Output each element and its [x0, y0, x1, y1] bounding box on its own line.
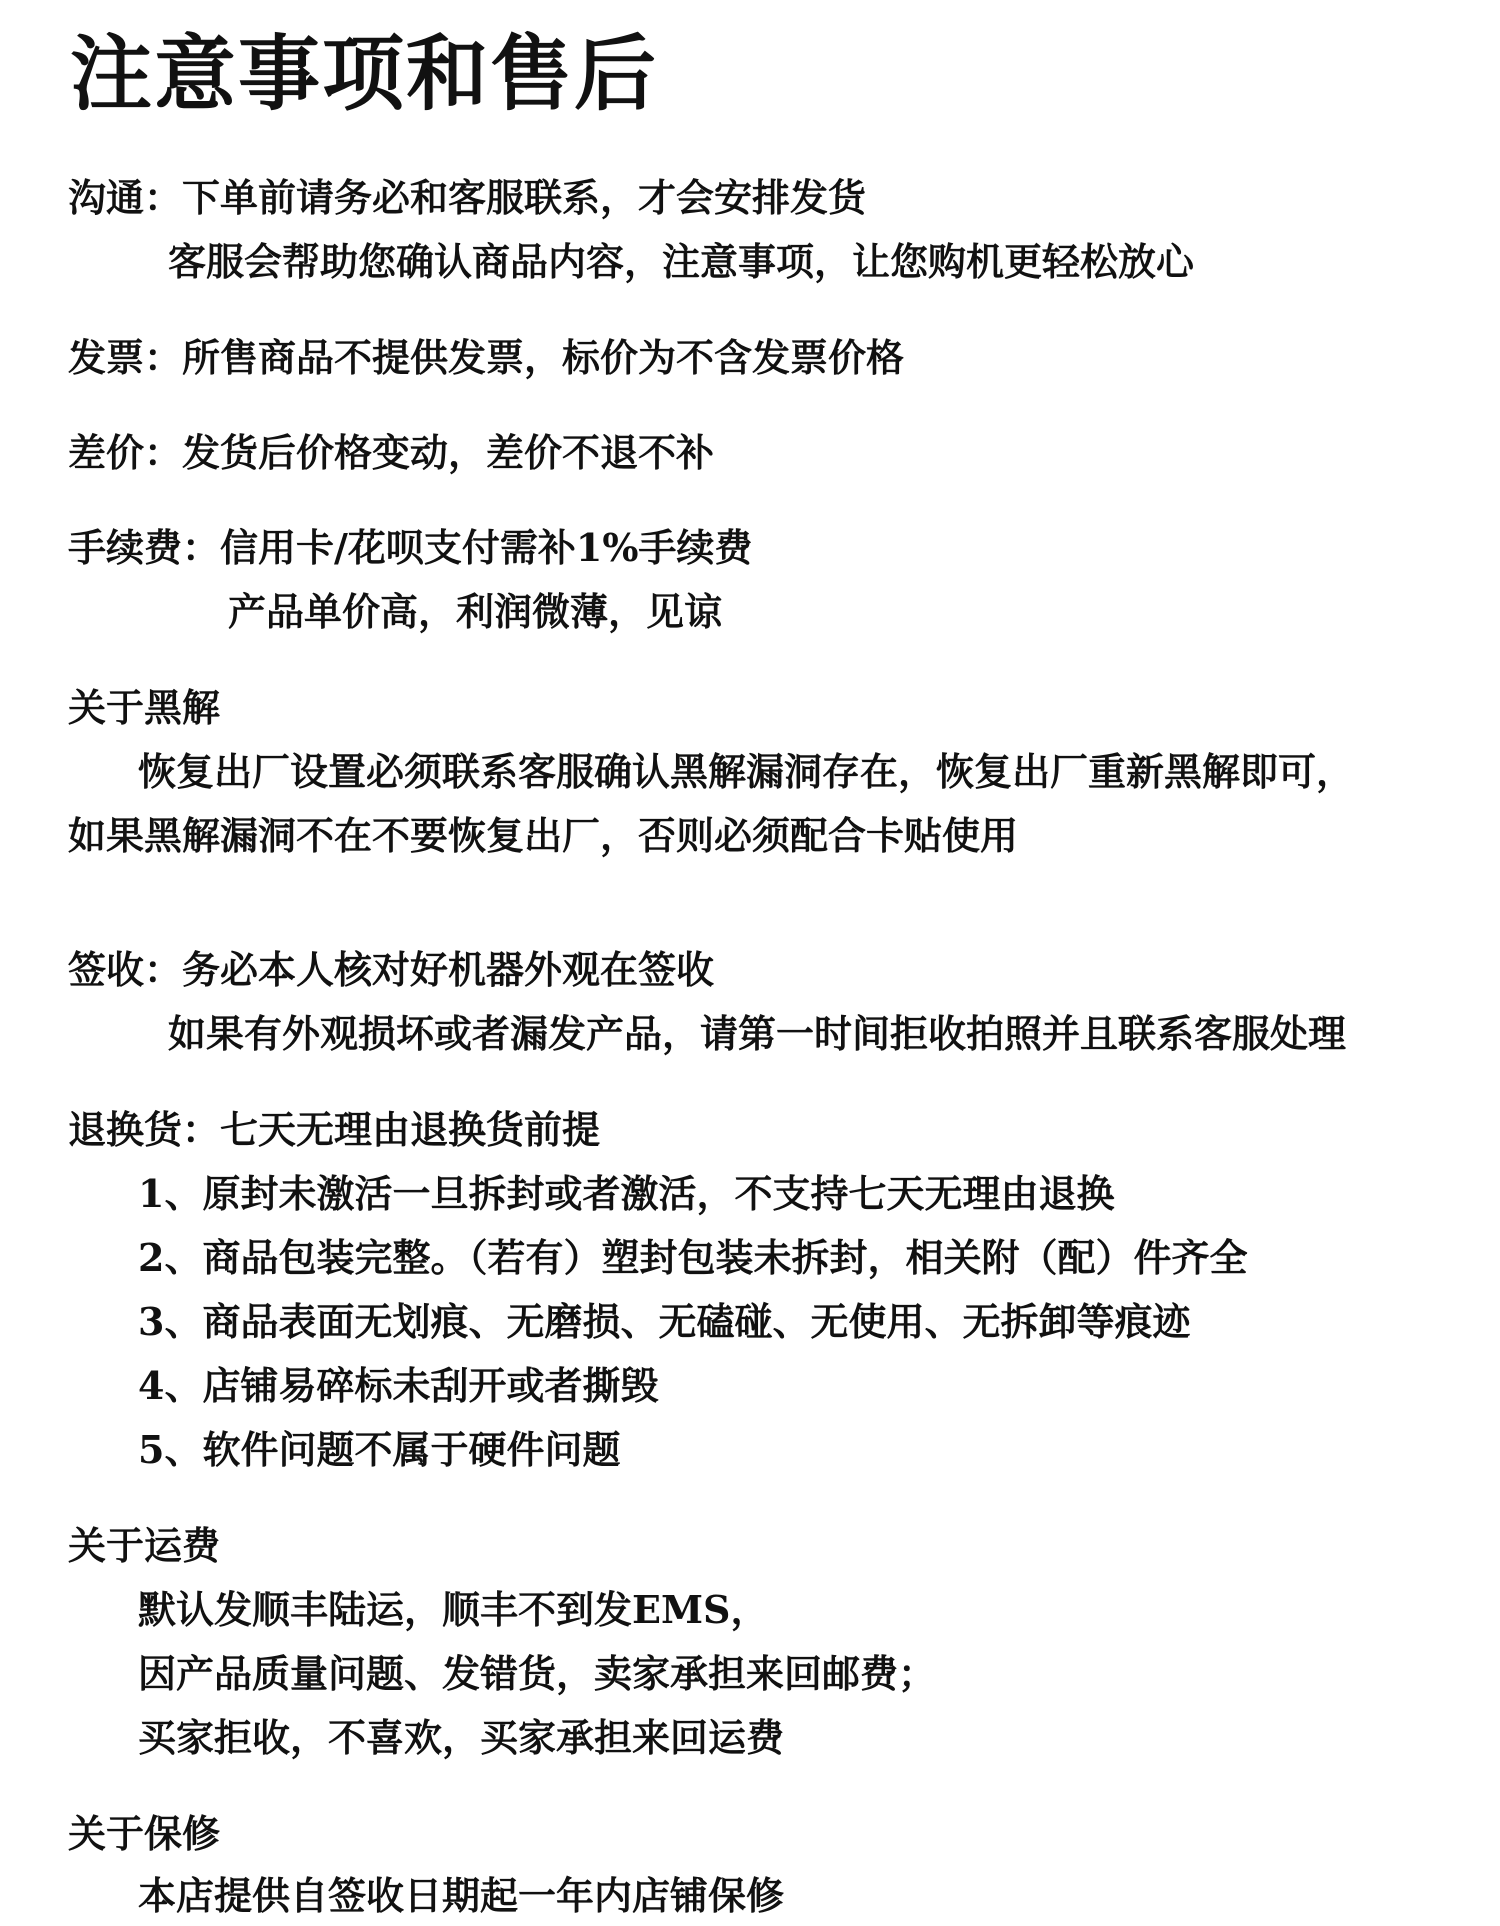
invoice-line: 发票：所售商品不提供发票，标价为不含发票价格 — [68, 335, 905, 380]
shipping-item: 买家拒收，不喜欢，买家承担来回运费 — [138, 1715, 785, 1760]
receipt-line-2: 如果有外观损坏或者漏发产品，请第一时间拒收拍照并且联系客服处理 — [168, 1011, 1347, 1056]
handling-fee-line-1: 手续费：信用卡/花呗支付需补1%手续费 — [68, 525, 753, 570]
receipt-line-1: 签收：务必本人核对好机器外观在签收 — [68, 947, 715, 992]
returns-item: 2、商品包装完整。（若有）塑封包装未拆封，相关附（配）件齐全 — [138, 1235, 1248, 1280]
jailbreak-line-1: 恢复出厂设置必须联系客服确认黑解漏洞存在，恢复出厂重新黑解即可， — [138, 749, 1355, 794]
communication-line-2: 客服会帮助您确认商品内容，注意事项，让您购机更轻松放心 — [168, 239, 1195, 284]
page-title: 注意事项和售后 — [70, 27, 659, 122]
handling-fee-line-2: 产品单价高，利润微薄，见谅 — [228, 589, 723, 634]
warranty-heading: 关于保修 — [68, 1811, 221, 1856]
returns-item: 5、软件问题不属于硬件问题 — [138, 1427, 621, 1472]
returns-item: 3、商品表面无划痕、无磨损、无磕碰、无使用、无拆卸等痕迹 — [138, 1299, 1191, 1344]
jailbreak-line-2: 如果黑解漏洞不在不要恢复出厂，否则必须配合卡贴使用 — [68, 813, 1019, 858]
shipping-item: 因产品质量问题、发错货，卖家承担来回邮费； — [138, 1651, 937, 1696]
shipping-heading: 关于运费 — [68, 1523, 221, 1568]
jailbreak-heading: 关于黑解 — [68, 685, 221, 730]
communication-line-1: 沟通：下单前请务必和客服联系，才会安排发货 — [68, 175, 867, 220]
returns-item: 1、原封未激活一旦拆封或者激活，不支持七天无理由退换 — [138, 1171, 1115, 1216]
shipping-item: 默认发顺丰陆运，顺丰不到发EMS， — [138, 1587, 769, 1632]
returns-item: 4、店铺易碎标未刮开或者撕毁 — [138, 1363, 659, 1408]
returns-heading: 退换货：七天无理由退换货前提 — [68, 1107, 601, 1152]
warranty-line: 本店提供自签收日期起一年内店铺保修 — [138, 1873, 785, 1918]
price-difference-line: 差价：发货后价格变动，差价不退不补 — [68, 430, 715, 475]
